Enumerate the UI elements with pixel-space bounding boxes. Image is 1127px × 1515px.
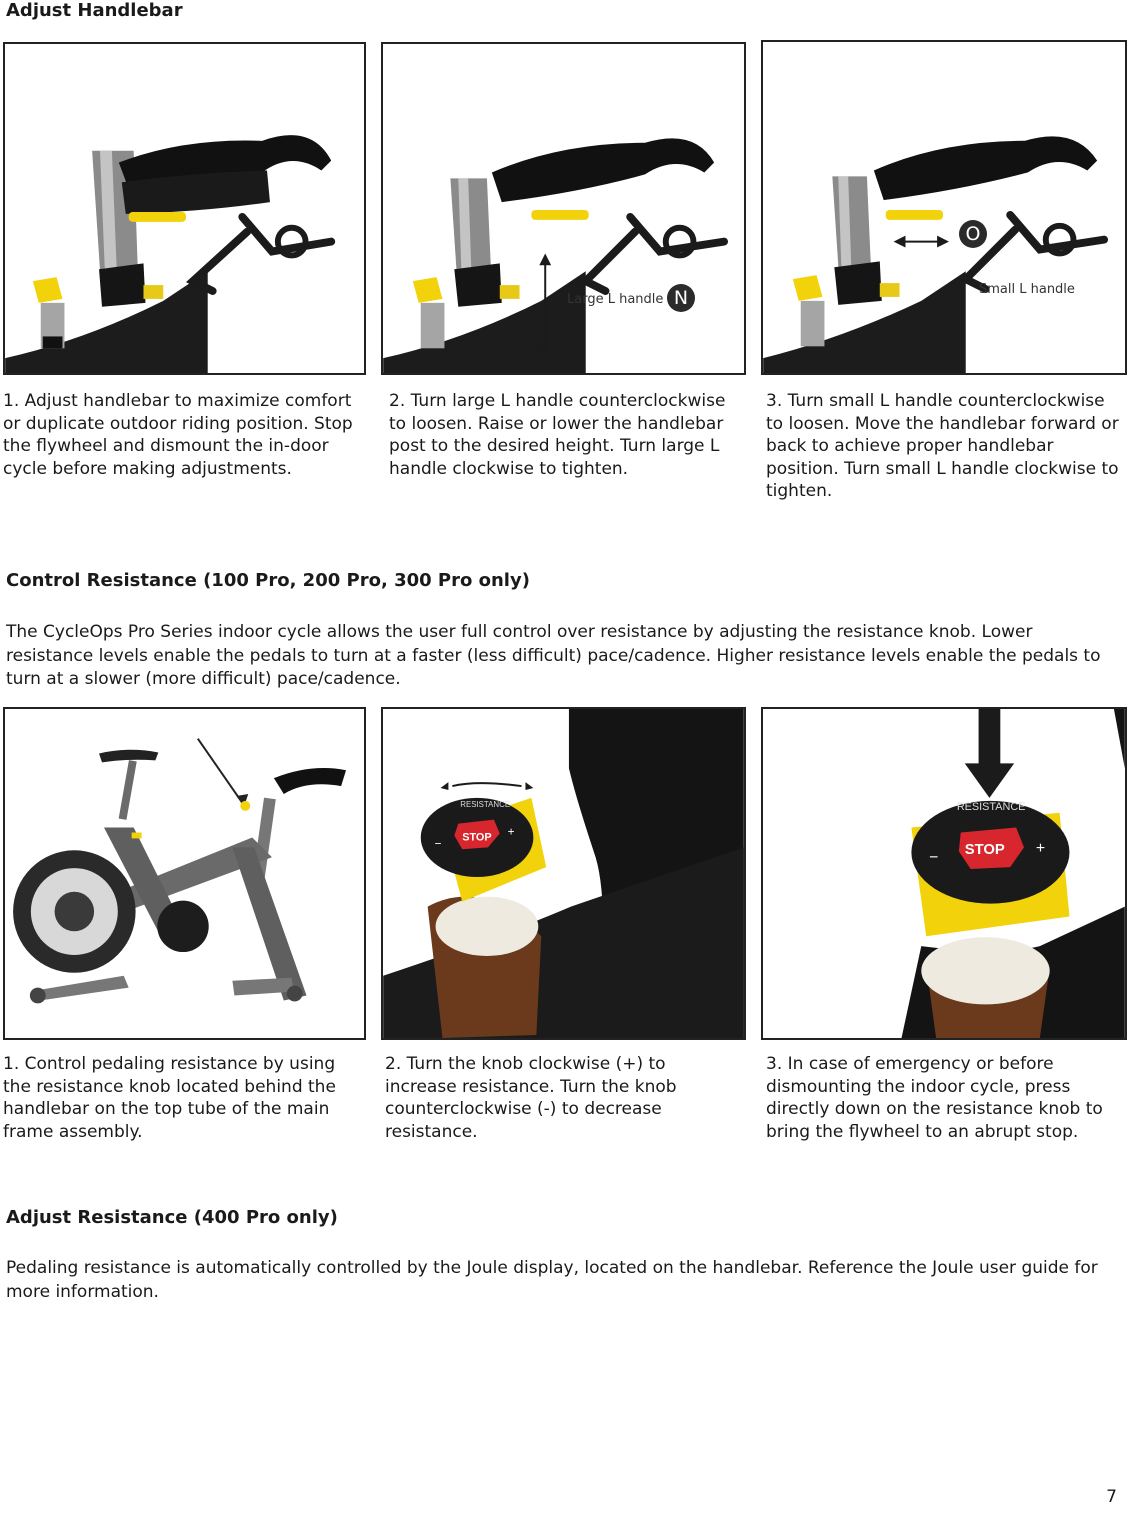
adjust-resistance-subtitle: (400 Pro only) (193, 1207, 338, 1228)
resistance-image-1 (3, 707, 366, 1040)
resistance-step-3-caption: 3. In case of emergency or before dismounting the indoor cycle, press directly down on the resistance knob to bring the flywheel to an abrupt stop. (766, 1054, 1103, 1142)
knob-ring-text: RESISTANCE (460, 799, 511, 809)
handlebar-step-1-caption: 1. Adjust handlebar to maximize comfort or duplicate outdoor riding position. Stop the flywheel and dismount the in-door cycle before making adjustments. (3, 391, 353, 479)
resistance-image-3 (761, 707, 1127, 1040)
handlebar-image-1 (3, 42, 366, 375)
handlebar-image-3 (761, 40, 1127, 375)
resistance-step-2-caption: 2. Turn the knob clockwise (+) to increase resistance. Turn the knob counterclockwise (-) to decrease resistance. (385, 1054, 677, 1142)
adjust-resistance-body: Pedaling resistance is automatically controlled by the Joule display, located on the handlebar. Reference the Joule user guide for more information. (6, 1258, 1098, 1302)
knob-illustration (383, 709, 744, 1038)
page-number: 7 (1106, 1487, 1117, 1507)
handlebar-step-3-caption: 3. Turn small L handle counterclockwise to loosen. Move the handlebar forward or back to achieve proper handlebar position. Turn small L handle clockwise to tighten. (766, 391, 1119, 501)
resistance-step-1-caption: 1. Control pedaling resistance by using the resistance knob located behind the handlebar on the top tube of the main frame assembly. (3, 1054, 336, 1142)
handlebar-step-2-caption: 2. Turn large L handle counterclockwise to loosen. Raise or lower the handlebar post to the desired height. Turn large L handle clockwise to tighten. (389, 391, 726, 479)
knob-stop-text: STOP (964, 842, 1005, 859)
handlebar-image-2 (381, 42, 746, 375)
control-resistance-body: The CycleOps Pro Series indoor cycle allows the user full control over resistance by adjusting the resistance knob. Lower resistance levels enable the pedals to turn at a faster (less difficult) pace/cadence. Higher resistance levels enable the pedals to turn at a slower (more difficult) pace/cadence. (6, 622, 1101, 689)
knob-minus: − (929, 849, 939, 867)
knob-minus: − (434, 836, 442, 851)
handlebar-illustration (763, 42, 1125, 373)
marker-n: N (667, 284, 695, 312)
handlebar-illustration (383, 44, 744, 373)
adjust-resistance-title: Adjust Resistance (6, 1207, 188, 1228)
knob-plus: + (507, 824, 515, 839)
section-title-adjust-resistance (6, 1207, 338, 1228)
resistance-image-2 (381, 707, 746, 1040)
section-title-control-resistance (6, 570, 530, 591)
handlebar-illustration (5, 44, 364, 373)
knob-plus: + (1035, 840, 1046, 858)
small-l-handle-label: Small L handle (979, 282, 1075, 297)
section-title-adjust-handlebar: Adjust Handlebar (6, 0, 183, 21)
control-resistance-subtitle: (100 Pro, 200 Pro, 300 Pro only) (203, 570, 530, 591)
large-l-handle-label: Large L handle (567, 292, 664, 307)
marker-o: O (959, 220, 987, 248)
knob-press-illustration (763, 709, 1125, 1038)
control-resistance-title: Control Resistance (6, 570, 197, 591)
knob-ring-text: RESISTANCE (956, 800, 1026, 813)
knob-stop-text: STOP (462, 831, 492, 844)
bike-illustration (5, 709, 364, 1038)
